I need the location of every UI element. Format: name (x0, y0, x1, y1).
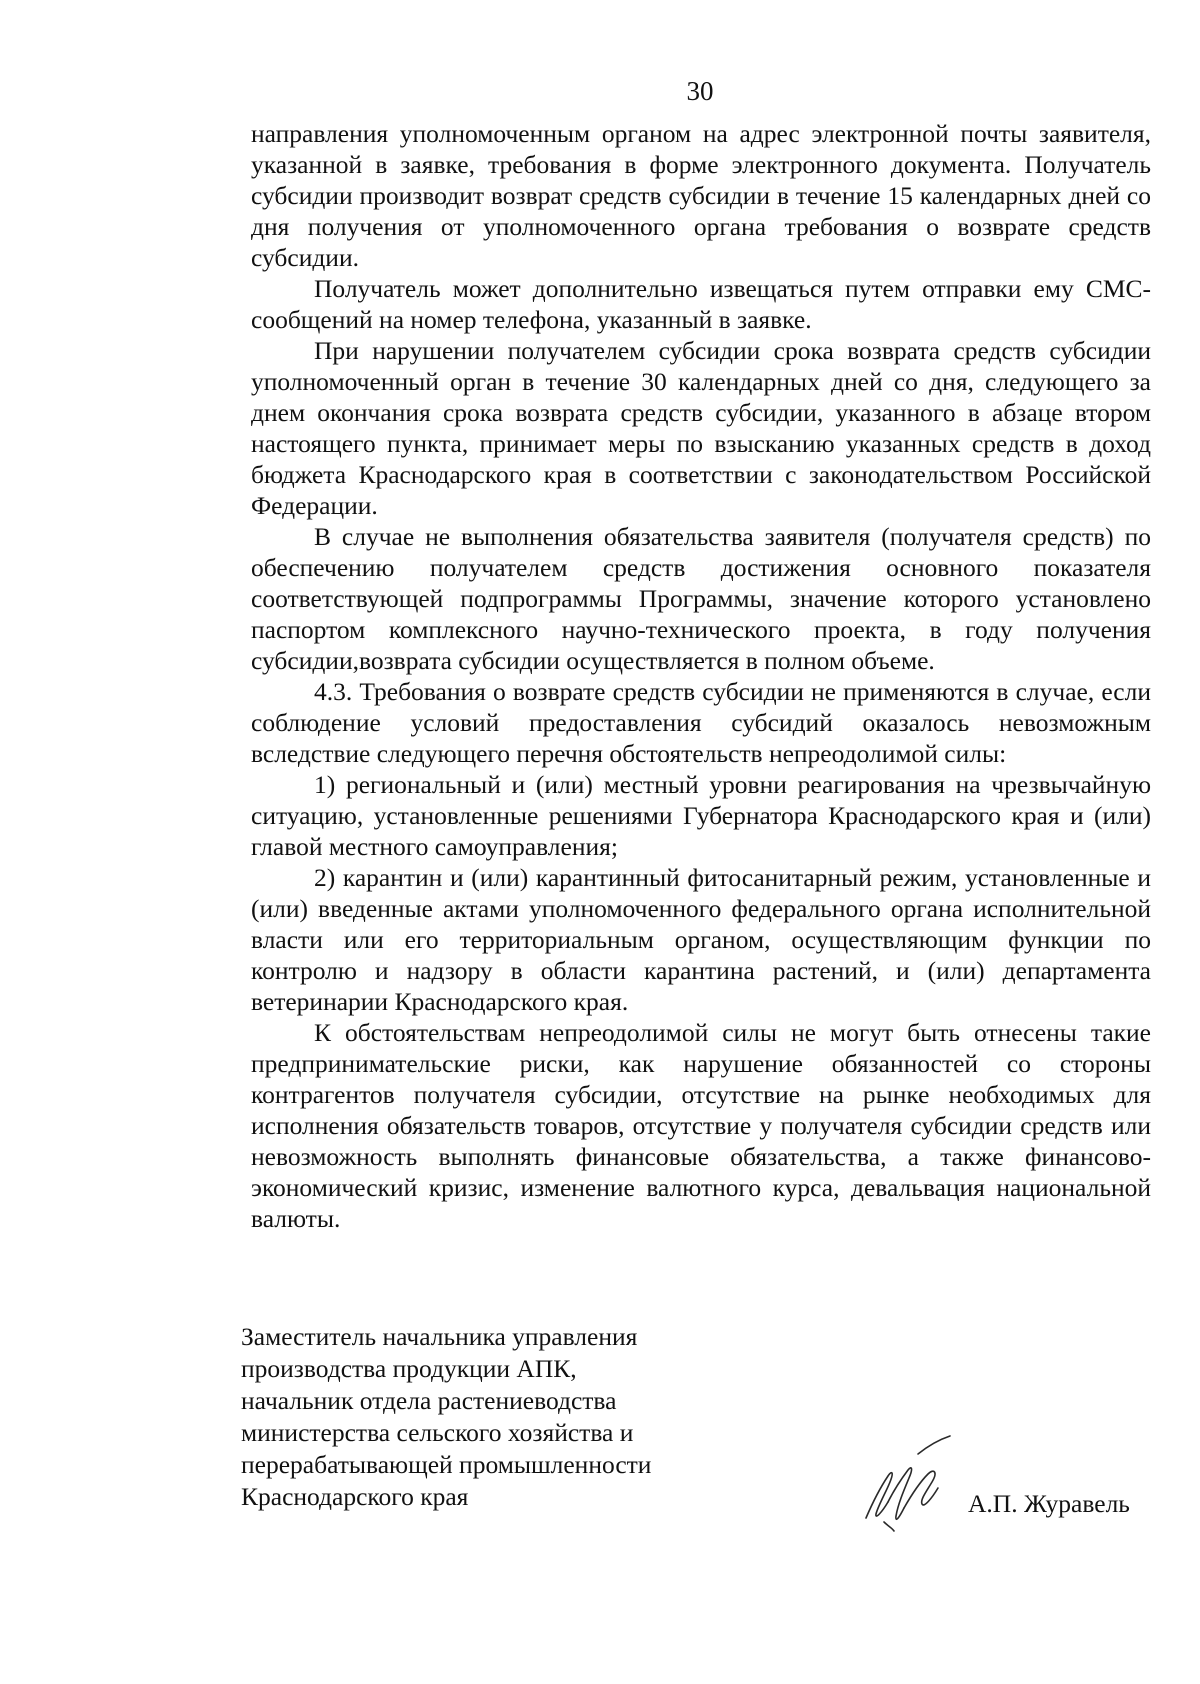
page-number: 30 (686, 76, 714, 106)
signer-name: А.П. Журавель (968, 1489, 1130, 1518)
signer-position-line: начальник отдела растениеводства (241, 1386, 617, 1415)
signature-stroke (918, 1436, 950, 1454)
paragraph-full-refund: В случае не выполнения обязательства заявителя (получателя средств) по обеспечению получателем средств достижения основного показателя соответствующей подпрограммы Программы, значение которого установлено паспортом комплексного научно-технического проекта, в году получения субсидии,возврата субсидии осуществляется в полном объеме. (251, 522, 1151, 675)
paragraph-recovery-measures: При нарушении получателем субсидии срока возврата средств субсидии уполномоченный орган в течение 30 календарных дней со дня, следующего за днем окончания срока возврата средств субсидии, указанного в абзаце втором настоящего пункта, принимает меры по взысканию указанных средств в доход бюджета Краснодарского края в соответствии с законодательством Российской Федерации. (251, 336, 1151, 520)
paragraph-force-majeure-intro: 4.3. Требования о возврате средств субсидии не применяются в случае, если соблюдение условий предоставления субсидий оказалось невозможным вследствие следующего перечня обстоятельств непреодолимой силы: (251, 677, 1151, 768)
document-body (251, 118, 1151, 1234)
signer-position-line: производства продукции АПК, (241, 1354, 577, 1383)
paragraph-not-force-majeure: К обстоятельствам непреодолимой силы не могут быть отнесены такие предпринимательские риски, как нарушение обязанностей со стороны контрагентов получателя субсидии, отсутствие на рынке необходимых для исполнения обязательств товаров, отсутствие у получателя субсидии средств или невозможность выполнять финансовые обязательства, а также финансово-экономический кризис, изменение валютного курса, девальвация национальной валюты. (251, 1018, 1151, 1233)
handwritten-signature (858, 1432, 963, 1532)
signature-stroke (866, 1473, 892, 1518)
signer-position-line: Заместитель начальника управления (241, 1322, 638, 1351)
paragraph-sms-notification: Получатель может дополнительно извещаться путем отправки ему СМС-сообщений на номер телефона, указанный в заявке. (251, 274, 1151, 334)
signature-strokes (866, 1436, 950, 1531)
list-item-quarantine: 2) карантин и (или) карантинный фитосанитарный режим, установленные и (или) введенные актами уполномоченного федерального органа исполнительной власти или его территориальным органом, осуществляющим функции по контролю и надзору в области карантина растений, и (или) департамента ветеринарии Краснодарского края. (251, 863, 1151, 1016)
signer-position-line: министерства сельского хозяйства и (241, 1418, 634, 1447)
signer-position-line: Краснодарского края (241, 1482, 469, 1511)
paragraph-refund-request: направления уполномоченным органом на адрес электронной почты заявителя, указанной в заявке, требования в форме электронного документа. Получатель субсидии производит возврат средств субсидии в течение 15 календарных дней со дня получения от уполномоченного органа требования о возврате средств субсидии. (251, 119, 1151, 272)
signature-stroke (884, 1522, 894, 1531)
list-item-emergency-response: 1) региональный и (или) местный уровни реагирования на чрезвычайную ситуацию, установленные решениями Губернатора Краснодарского края и (или) главой местного самоуправления; (251, 770, 1151, 861)
signer-position-line: перерабатывающей промышленности (241, 1450, 652, 1479)
signer-position (241, 1321, 801, 1513)
